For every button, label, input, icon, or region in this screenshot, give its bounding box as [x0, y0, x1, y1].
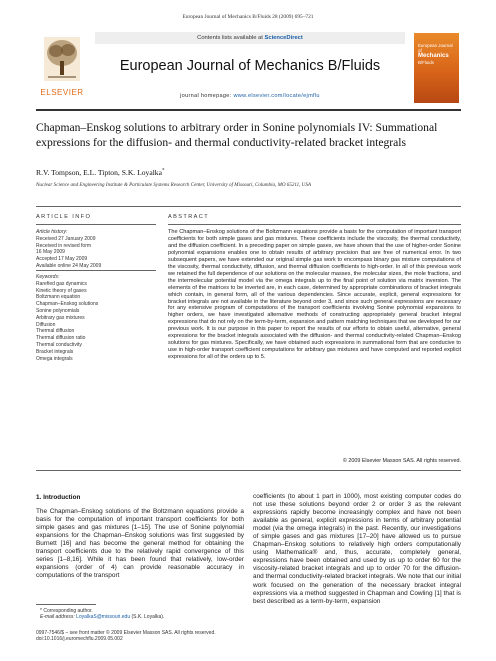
keywords-label: Keywords:	[36, 274, 60, 280]
header-rule	[36, 109, 461, 111]
history-item: Available online 24 May 2009	[36, 262, 102, 269]
contents-bar	[95, 32, 405, 44]
journal-citation: European Journal of Mechanics B/Fluids 28 (2009) 695–721	[182, 14, 314, 20]
doi-line: doi:10.1016/j.euromechflu.2009.05.002	[36, 636, 123, 643]
corresponding-author: Corresponding author.	[43, 608, 93, 614]
abstract-text: The Chapman–Enskog solutions of the Boltzmann equations provide a basis for the computation of important transport coefficients for both simple gases and gas mixtures. These coefficients include the viscosity, the thermal conductivity, and the diffusion coefficient. In a preceding paper on simple gases, we have shown that the use of higher-order Sonine polynomial expansions enables one to obtain results of arbitrary precision that are free of numerical error. In two subsequent papers, we have extended our original simple gas work to encompass binary gas mixture computations of the viscosity, thermal conductivity, diffusion, and thermal diffusion coefficients to high-order. In all of this previous work we retained the full dependence of our solutions on the molecular masses, the molecular sizes, the mole fractions, and the intermolecular potential model via the omega integrals up to the final point of solution via matrix inversion. The elements of the matrices to be inverted are, in each case, determined by appropriate combinations of bracket integrals which contain, in general form, all of the various dependencies. Since accurate, explicit, general expressions for bracket integrals are not available in the literature beyond order 3, and since such general expressions are necessary for any extensive program of computations of the transport coefficients involving Sonine polynomial expansions to higher orders, we have investigated alternative methods of constructing appropriately general bracket integral expressions that do not rely on the term-by-term, expansion and pattern matching techniques that we developed for our previous work. It is our purpose in this paper to report the results of our efforts to obtain useful, alternative, general expressions for the bracket integrals associated with the diffusion- and thermal conductivity-related Chapman–Enskog solutions for gas mixtures. Specifically, we have obtained such expressions in summational form that are conducive to use in high-order transport coefficient computations for arbitrary gas mixtures and have computed and reported explicit expressions for all of the orders up to 5.	[168, 229, 461, 361]
keyword: Boltzmann equation	[36, 294, 81, 301]
keyword: Arbitrary gas mixtures	[36, 314, 85, 321]
history-label: Article history:	[36, 229, 68, 235]
abstract-heading: ABSTRACT	[168, 214, 210, 220]
keyword: Kinetic theory of gases	[36, 287, 87, 294]
keyword: Bracket integrals	[36, 348, 74, 355]
keyword: Diffusion	[36, 321, 56, 328]
publication-info	[36, 630, 336, 643]
issn-line: 0997-7546/$ – see front matter © 2009 Elsevier Masson SAS. All rights reserved.	[36, 630, 216, 636]
footnote-mark: *	[40, 608, 42, 614]
intro-column-2: coefficients (to about 1 part in 1000), most existing computer codes do not use these solutions beyond order 2 or order 3 as the relevant expressions rapidly become increasingly complex and have not been available as general, explicit expressions in terms of arbitrary potential model (via the omega integrals) in the past. Recently, our investigations of simple gases and gas mixtures [17–20] have allowed us to pursue Chapman–Enskog solutions to relatively high orders computationally using Mathematica® and, thus, accurate, completely general, expressions have been obtained and used by us up to order 60 for the viscosity-related bracket integrals and up to order 70 for the diffusion- and thermal conductivity-related bracket integrals. We note that our initial work focused on the generation of the necessary bracket integral expressions via a method suggested in Chapman and Cowling [1] that is best described as a term-by-term, expansion	[253, 493, 461, 605]
author-mark: *	[161, 168, 165, 174]
affiliation: Nuclear Science and Engineering Institute & Particulate Systems Research Center, University of Missouri, Columbia, MO 65211, USA	[36, 182, 312, 188]
email-link[interactable]: LoyalkaS@missouri.edu	[76, 614, 131, 621]
journal-homepage	[95, 93, 405, 99]
history-item: Received 27 January 2009	[36, 235, 96, 242]
journal-title: European Journal of Mechanics B/Fluids	[119, 58, 381, 74]
abstract-rule	[168, 224, 461, 225]
keywords	[36, 274, 161, 362]
article-info-rule	[36, 224, 156, 225]
cover-big-text: Mechanics	[418, 53, 449, 59]
abstract-end-rule	[36, 470, 461, 471]
article-info-heading: ARTICLE INFO	[36, 214, 92, 220]
history-item: Accepted 17 May 2009	[36, 256, 88, 263]
keyword: Rarefied gas dynamics	[36, 280, 87, 287]
keyword: Thermal diffusion	[36, 328, 75, 335]
email-name: (S.K. Loyalka).	[131, 614, 165, 621]
history-item: Received in revised form	[36, 242, 92, 249]
keyword: Sonine polynomials	[36, 307, 80, 314]
email-label: E-mail address:	[40, 614, 75, 621]
keywords-rule	[36, 270, 156, 271]
footnote-rule	[36, 604, 96, 605]
sciencedirect-link[interactable]: ScienceDirect	[264, 35, 303, 41]
keyword: Thermal conductivity	[36, 341, 82, 348]
intro-heading: 1. Introduction	[36, 494, 81, 501]
section-rule	[36, 206, 461, 207]
keyword: Omega integrals	[36, 355, 73, 362]
keyword: Thermal diffusion ratio	[36, 335, 86, 342]
cover-sub-text: B/Fluids	[418, 60, 434, 65]
keyword: Chapman–Enskog solutions	[36, 301, 99, 308]
elsevier-logo	[38, 33, 86, 103]
history-item: 16 May 2009	[36, 249, 65, 256]
copyright: © 2009 Elsevier Masson SAS. All rights reserved.	[342, 458, 461, 464]
homepage-prefix: journal homepage:	[180, 93, 234, 99]
footnote	[36, 608, 246, 621]
authors	[36, 168, 164, 177]
journal-cover	[414, 33, 459, 103]
article-title: Chapman–Enskog solutions to arbitrary order in Sonine polynomials IV: Summational expressions for the diffusion- and thermal conductivity-related bracket integrals	[36, 121, 438, 149]
publisher-name: ELSEVIER	[40, 88, 84, 97]
homepage-link[interactable]: www.elsevier.com/locate/ejmflu	[233, 93, 320, 99]
contents-prefix: Contents lists available at	[197, 35, 265, 41]
cover-small-text: European Journal of	[418, 43, 453, 53]
intro-column-1: The Chapman–Enskog solutions of the Boltzmann equations provide a basis for the computation of important transport coefficients for both simple gases and gas mixtures [1–15]. The use of Sonine polynomial expansions for the Chapman–Enskog solutions was first suggested by Burnett [16] and has become the general method for obtaining the transport coefficients due to the relatively rapid convergence of this series [1–8,16]. While it has been found that relatively, low-order expansions (order of 4) can provide reasonable accuracy in computations of the transport	[36, 508, 244, 580]
elsevier-tree-icon	[44, 37, 80, 81]
author-names: R.V. Tompson, E.L. Tipton, S.K. Loyalka	[36, 168, 162, 177]
article-history	[36, 229, 161, 270]
